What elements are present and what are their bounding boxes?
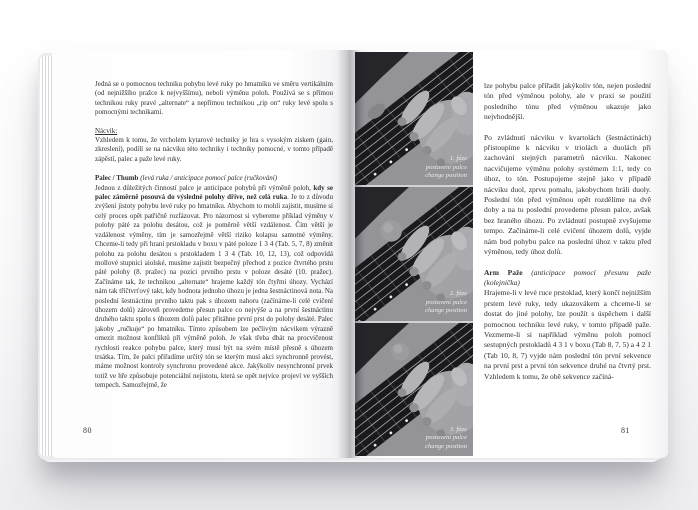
paragraph-thumb-rest: . Je to z důvodu zvýšení jistoty pohybu levé ruky po hmatníku. Abychom to mohli zajistit, musíme si celý proces opět patřičně rozfázovat. Pro názornost si vybereme příklad výměny v polohy páté za polohu desátou, což je poměrně větší vzdálenost. Čím větší je vzdálenost výměny, tím je samozřejmě větší riziko kolapsu samotné výměny. Chceme-li tedy při hraní prstokladu v boxu v páté poloze 1 3 4 (Tab. 5, 7, 8) změnit polohu za polohu desátou s prstokladem 1 3 4 (Tab. 10, 12, 13), což odpovídá mollové stupnici aiolské, musíme zajistit bezpečný přechod z pozice čtvrtého prstu páté polohy (8. pražec) na pozici prvního prstu v poloze desáté (10. pražec). Začínáme tak, že technikou „alternate“ hrajeme každý tón čtyřmi úhozy. Vychází nám tak tříčtvrťový takt, kdy hodnota jednoho úhozu je jedna šestnáctinová nota. Na poslední šestnáctinu prvního taktu pak s úhozem nahoru (začínáme-li celé cvičení úhozem dolů) zároveň provedeme přesun palce co nejvýše a na první šestnáctinu druhého taktu spolu s úhozem dolů palec přitáhne první prst do polohy desáté. Palec jakoby „ručkuje“ po hmatníku. Tímto způsobem lze pečlivým nácvikem výrazně omezit možnost konfliktů při výměně poloh. Je však třeba dbát na procvičenost rychlosti reakce pohybu palce, který musí být na svém místě přesně s úhozem trsátka. Tím, že palci přiřadíme určitý tón se kterým musí akci synchronně provést, máme možnost kontroly synchronu provedené akce. Jakýkoliv nesynchronní prvek totiž ve hře způsobuje potenciální nejistotu, která se opět nejvíce projeví ve vyšších tempech. Samozřejmě, že	[95, 193, 333, 390]
arm-heading-bold: Arm Paže	[484, 267, 532, 277]
thumb-heading	[95, 174, 333, 183]
caption-subject: postavení palce	[425, 434, 467, 442]
caption-phase: 2. fáze	[449, 290, 467, 298]
paragraph-practice: Po zvládnutí nácviku v kvartolách (šestnáctinách) přistoupíme k nácviku v triolách a duolách při zachování stejných parametrů nácviku. Nakonec nacvičujeme výměnu polohy systémem 1:1, tedy co úhoz, to tón. Postupujeme stejně jako v případě nácviku duol, zprvu pomalu, jakobychom hráli duoly. Poslední tón před výměnou opět rozdělíme na dvě doby a na tu poslední provedeme přesun palce, avšak bez hraného úhozu. Po zvládnutí postupně zvyšujeme tempo. Začínáme-li celé cvičení úhozem dolů, vyjde nám bod pohybu palce na poslední úhoz v taktu před výměnou, tedy úhoz dolů.	[484, 132, 651, 257]
caption-translation: change position	[425, 307, 467, 315]
paragraph-thumb	[95, 184, 333, 391]
page-number-right: 81	[621, 426, 630, 435]
paragraph-nacvik: Vzhledem k tomu, že vrcholem kytarové techniky je hra s vysokým ziskem (gain, zkreslení), podílí se na nácviku této techniky i techniky pomocné, v tomto případě zápěstí, palec a paže levé ruky.	[95, 136, 333, 163]
paragraph-intro: Jedná se o pomocnou techniku pohybu levé ruky po hmatníku ve směru vertikálním (od nejnižšího pražce k nejvyššímu), neboli výměnu poloh. Používá se s přímou technikou ruky pravé „alternate“ a nepřímou technikou „rip on“ ruky levé spolu s pomocnými technikami.	[95, 80, 333, 117]
photo-caption-1	[425, 155, 467, 180]
caption-subject: postavení palce	[425, 163, 467, 171]
photo-hand-position-phase-3	[355, 323, 473, 456]
caption-phase: 1. fáze	[449, 155, 467, 163]
caption-subject: postavení palce	[425, 298, 467, 306]
left-page	[52, 50, 349, 458]
paragraph-continuation: lze pohybu palce přiřadit jakýkoliv tón, nejen poslední tón před výměnou polohy, ale v praxi se použití posledního tónu před výměnou ukazuje jako nejvhodnější.	[484, 81, 651, 122]
nacvik-heading	[95, 127, 333, 136]
page-number-left: 80	[83, 426, 92, 435]
right-page	[349, 50, 668, 458]
right-page-text	[484, 81, 651, 382]
nacvik-heading-label: Nácvik:	[95, 126, 118, 135]
paragraph-thumb-bold: kdy se palec záměrně posouvá do výsledné polohy dříve, než celá ruka	[95, 183, 333, 202]
caption-phase: 3. fáze	[449, 425, 467, 433]
caption-translation: change position	[425, 171, 467, 179]
thumb-heading-italic: (levá ruka / anticipace pomocí palce (ručkování)	[140, 174, 278, 183]
arm-heading	[484, 268, 651, 289]
caption-translation: change position	[425, 442, 467, 450]
left-page-text	[95, 80, 333, 391]
photo-caption-3	[425, 426, 467, 451]
photo-hand-position-phase-1	[355, 52, 473, 185]
photo-hand-position-phase-2	[355, 187, 473, 320]
photo-caption-2	[425, 290, 467, 315]
photo-strip	[355, 52, 473, 456]
paragraph-thumb-lead: Jednou z důležitých činností palce je anticipace pohybů při výměně poloh,	[95, 183, 314, 192]
arm-heading-italic: (anticipace pomocí přesunu paže (kolejnička)	[484, 267, 651, 287]
thumb-heading-bold: Palec / Thumb	[95, 174, 141, 183]
paragraph-arm: Hrajeme-li v levé ruce prstoklad, který končí nejnižším prstem levé ruky, tedy ukazovákem a chceme-li se dostat do jiné polohy, lze použít s úspěchem i další pomocnou techniku levé ruky, v tomto případě paže. Vezmeme-li si například výměnu poloh pomocí sestupných prstokladů 4 3 1 v boxu (Tab 8, 7, 5) a 4 2 1 (Tab 10, 8, 7) vyjde nám poslední tón první sekvence na první prst a první tón sekvence druhé na čtvrtý prst. Vzhledem k tomu, že obě sekvence začíná-	[484, 288, 651, 381]
